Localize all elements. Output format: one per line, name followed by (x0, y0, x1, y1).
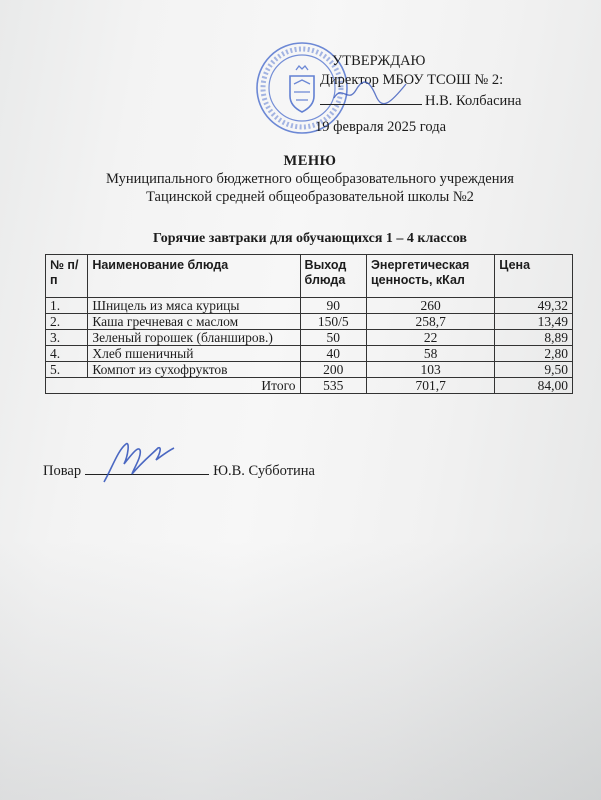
row-price: 2,80 (495, 346, 573, 362)
approval-name: Н.В. Колбасина (425, 93, 522, 109)
row-price: 9,50 (495, 362, 573, 378)
total-output: 535 (300, 378, 366, 394)
row-number: 1. (46, 298, 88, 314)
menu-table (45, 254, 573, 394)
cook-signature-rule (85, 460, 209, 475)
signature-rule (320, 90, 422, 105)
total-price: 84,00 (495, 378, 573, 394)
approval-date: 19 февраля 2025 года (315, 119, 447, 135)
row-energy: 58 (367, 346, 495, 362)
table-row (46, 298, 573, 314)
row-dish-name: Хлеб пшеничный (88, 346, 300, 362)
total-energy: 701,7 (367, 378, 495, 394)
menu-subtitle: Горячие завтраки для обучающихся 1 – 4 классов (153, 231, 467, 246)
menu-title: МЕНЮ (283, 153, 337, 169)
row-output: 90 (300, 298, 366, 314)
row-output: 50 (300, 330, 366, 346)
row-dish-name: Компот из сухофруктов (88, 362, 300, 378)
table-header-row (46, 255, 573, 298)
row-number: 3. (46, 330, 88, 346)
row-output: 200 (300, 362, 366, 378)
total-label: Итого (46, 378, 301, 394)
row-price: 49,32 (495, 298, 573, 314)
approval-title: УТВЕРЖДАЮ (332, 53, 426, 69)
row-number: 5. (46, 362, 88, 378)
cook-name: Ю.В. Субботина (213, 463, 315, 479)
photo-shadow (0, 540, 601, 800)
cook-label: Повар (43, 463, 82, 479)
header-price: Цена (495, 255, 573, 298)
approval-position: Директор МБОУ ТСОШ № 2: (320, 72, 504, 88)
row-output: 40 (300, 346, 366, 362)
row-dish-name: Зеленый горошек (бланширов.) (88, 330, 300, 346)
cook-signature-block (43, 460, 315, 480)
row-dish-name: Каша гречневая с маслом (88, 314, 300, 330)
header-energy: Энергетическая ценность, кКал (367, 255, 495, 298)
table-row (46, 362, 573, 378)
row-price: 13,49 (495, 314, 573, 330)
table-row (46, 346, 573, 362)
row-energy: 103 (367, 362, 495, 378)
header-output: Выход блюда (300, 255, 366, 298)
table-total-row (46, 378, 573, 394)
row-energy: 22 (367, 330, 495, 346)
row-number: 4. (46, 346, 88, 362)
header-dish-name: Наименование блюда (88, 255, 300, 298)
row-price: 8,89 (495, 330, 573, 346)
approval-signature-line (320, 90, 521, 111)
header-number: № п/п (46, 255, 88, 298)
row-output: 150/5 (300, 314, 366, 330)
table-row (46, 314, 573, 330)
organization-line-1: Муниципального бюджетного общеобразовательного учреждения (106, 171, 514, 187)
row-number: 2. (46, 314, 88, 330)
table-row (46, 330, 573, 346)
row-energy: 258,7 (367, 314, 495, 330)
row-dish-name: Шницель из мяса курицы (88, 298, 300, 314)
organization-line-2: Тацинской средней общеобразовательной школы №2 (146, 189, 474, 205)
row-energy: 260 (367, 298, 495, 314)
